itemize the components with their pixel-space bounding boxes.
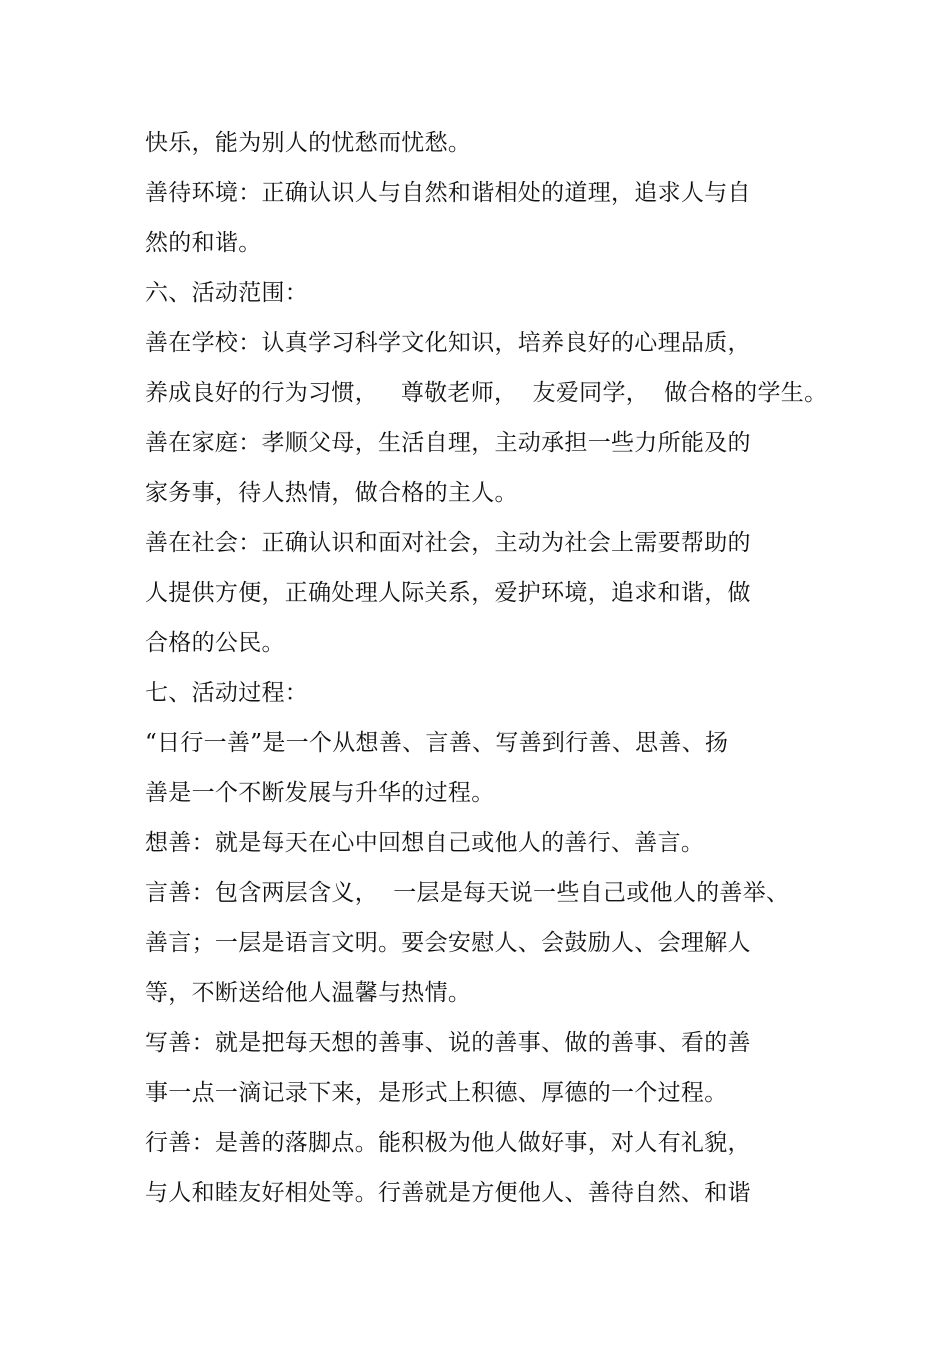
text-line: 人提供方便，正确处理人际关系，爱护环境，追求和谐，做 xyxy=(145,580,751,606)
text-line: 事一点一滴记录下来，是形式上积德、厚德的一个过程。 xyxy=(145,1080,728,1106)
text-line: 善在社会：正确认识和面对社会，主动为社会上需要帮助的 xyxy=(145,530,751,556)
text-line: 善是一个不断发展与升华的过程。 xyxy=(145,780,495,806)
text-line: 想善：就是每天在心中回想自己或他人的善行、善言。 xyxy=(145,830,705,856)
text-line: 与人和睦友好相处等。行善就是方便他人、善待自然、和谐 xyxy=(145,1180,751,1206)
section-heading: 六、活动范围： xyxy=(145,280,309,306)
text-line: 养成良好的行为习惯， 尊敬老师， 友爱同学， 做合格的学生。 xyxy=(145,380,828,406)
text-line: 善在家庭：孝顺父母，生活自理，主动承担一些力所能及的 xyxy=(145,430,751,456)
text-line: 言善：包含两层含义， 一层是每天说一些自己或他人的善举、 xyxy=(145,880,790,906)
section-heading: 七、活动过程： xyxy=(145,680,309,706)
text-line: 合格的公民。 xyxy=(145,630,285,656)
text-line: 行善：是善的落脚点。能积极为他人做好事，对人有礼貌， xyxy=(145,1130,751,1156)
text-line: 善在学校：认真学习科学文化知识，培养良好的心理品质， xyxy=(145,330,751,356)
text-line: 然的和谐。 xyxy=(145,230,262,256)
text-line: 善待环境：正确认识人与自然和谐相处的道理，追求人与自 xyxy=(145,180,751,206)
text-line: 家务事，待人热情，做合格的主人。 xyxy=(145,480,518,506)
text-line: 善言；一层是语言文明。要会安慰人、会鼓励人、会理解人 xyxy=(145,930,751,956)
document-body xyxy=(145,118,935,1218)
text-line: 等，不断送给他人温馨与热情。 xyxy=(145,980,472,1006)
text-line: “日行一善”是一个从想善、言善、写善到行善、思善、扬 xyxy=(145,730,729,756)
text-line: 写善：就是把每天想的善事、说的善事、做的善事、看的善 xyxy=(145,1030,751,1056)
text-line: 快乐，能为别人的忧愁而忧愁。 xyxy=(145,130,472,156)
